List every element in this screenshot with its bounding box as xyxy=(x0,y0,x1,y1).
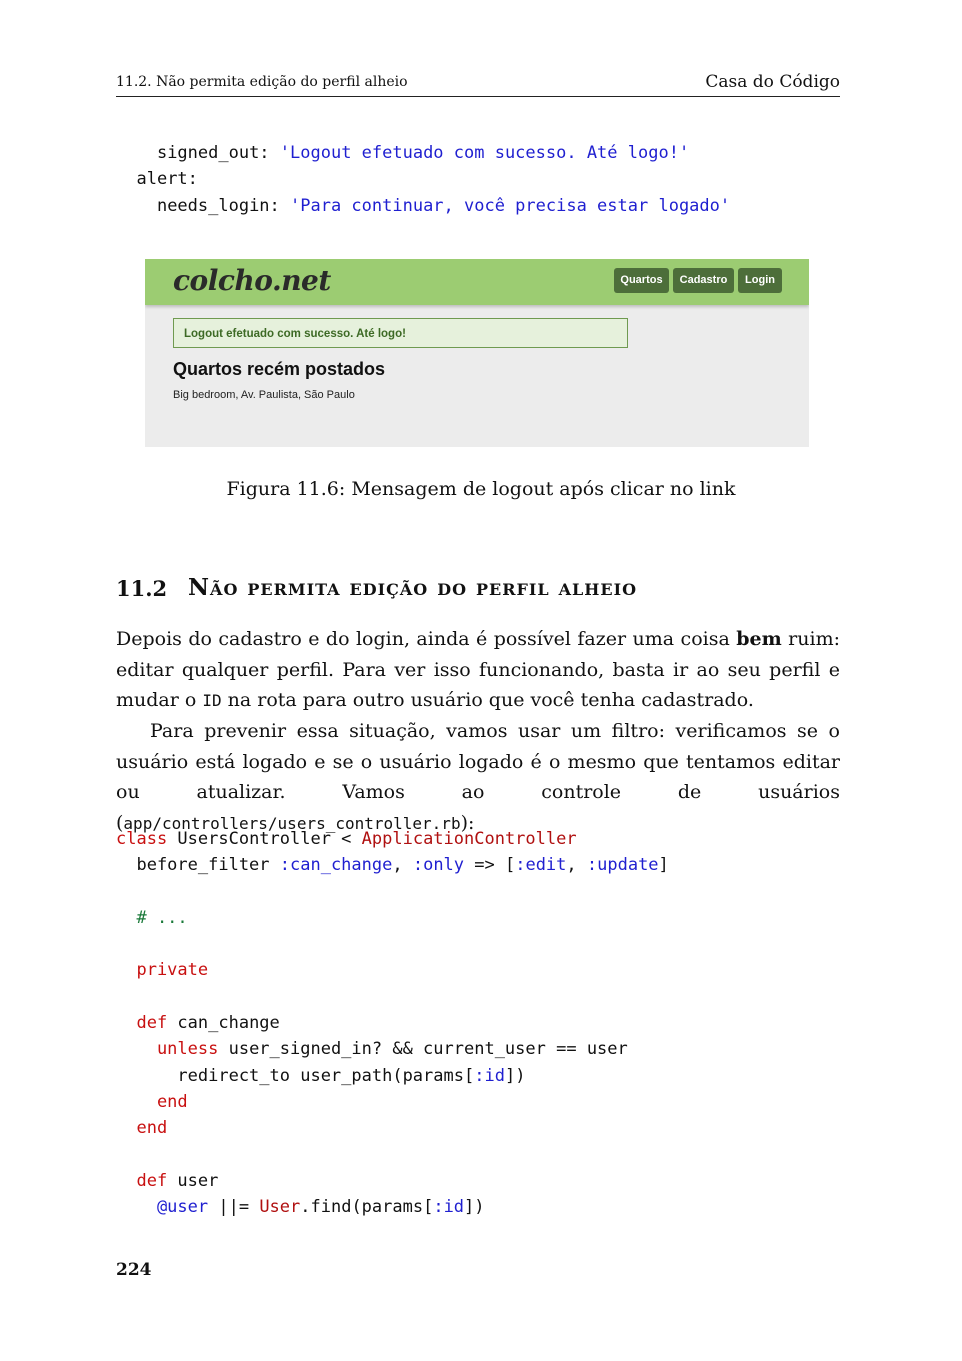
inline-code: ID xyxy=(202,691,222,710)
code-block-locale xyxy=(116,140,730,219)
running-header-section: 11.2. Não permita edição do perfil alheio xyxy=(116,74,408,90)
inline-code-path: app/controllers/users_controller.rb xyxy=(123,813,461,833)
header-rule xyxy=(116,96,840,97)
nav-button-cadastro[interactable]: Cadastro xyxy=(673,268,734,293)
code-string: 'Logout efetuado com sucesso. Até logo!' xyxy=(279,143,690,163)
nav-button-quartos[interactable]: Quartos xyxy=(614,268,669,293)
section-title: Não permita edição do perfil alheio xyxy=(188,574,638,601)
bold-word: bem xyxy=(736,628,782,650)
code-key: alert: xyxy=(136,169,198,190)
app-navbar xyxy=(145,259,809,305)
page-number: 224 xyxy=(116,1260,152,1280)
flash-notice: Logout efetuado com sucesso. Até logo! xyxy=(173,318,628,348)
body-paragraph-2: Para prevenir essa situação, vamos usar um filtro: verificamos se o usuário está logado e se o usuário logado é o mesmo que tentamos editar ou atualizar. Vamos ao controle de usuários (app/controllers/users_controller.rb): xyxy=(116,720,840,834)
code-string: 'Para continuar, você precisa estar logado' xyxy=(290,195,731,216)
body-paragraph-1: Depois do cadastro e do login, ainda é possível fazer uma coisa bem ruim: editar qualquer perfil. Para ver isso funcionando, basta ir ao seu perfil e mudar o ID na rota para outro usuário que você tenha cadastrado. xyxy=(116,628,840,711)
code-block-controller: class UsersController < ApplicationController before_filter :can_change, :only => [:edit, :update] # ... private def can_change unless user_signed_in? && current_user == user redirect_to user_path(params[:id]) end end def user @user ||= User.find(params[:id]) xyxy=(116,829,669,1218)
room-list-item[interactable]: Big bedroom, Av. Paulista, São Paulo xyxy=(173,389,355,401)
code-key: signed_out: xyxy=(156,143,280,163)
app-screenshot-figure xyxy=(145,259,809,447)
section-number: 11.2 xyxy=(116,576,168,601)
nav-button-login[interactable]: Login xyxy=(738,268,782,293)
running-header-book: Casa do Código xyxy=(705,72,840,92)
app-logo: colcho.net xyxy=(173,264,331,297)
rooms-heading: Quartos recém postados xyxy=(173,359,386,379)
code-key: needs_login: xyxy=(156,195,291,216)
figure-caption: Figura 11.6: Mensagem de logout após clicar no link xyxy=(226,478,736,500)
